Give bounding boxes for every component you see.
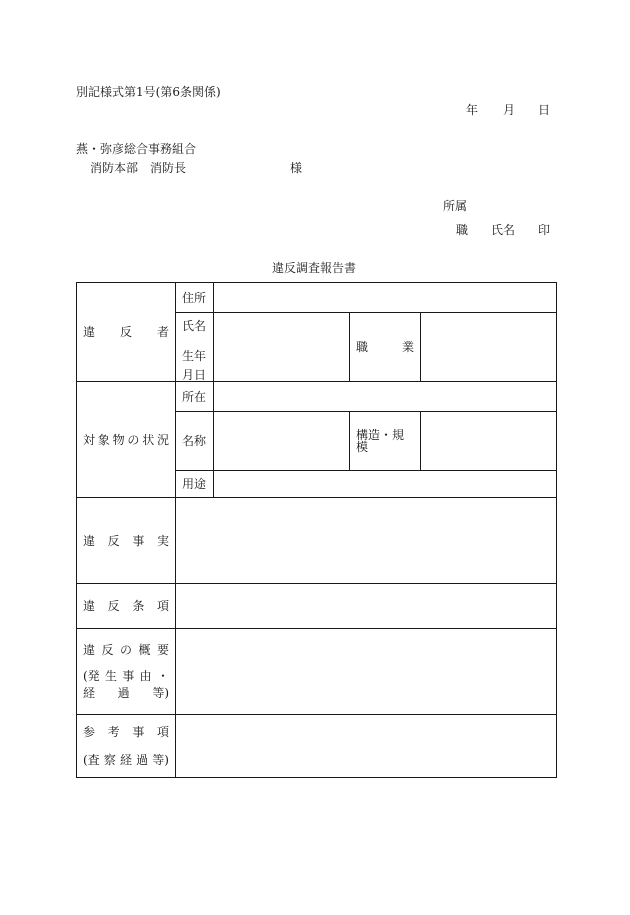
label-char: ・	[156, 669, 169, 683]
violation-summary-field[interactable]	[176, 629, 557, 715]
label-char: 経	[83, 686, 96, 700]
label-char: 対	[83, 432, 96, 447]
label-char: 項	[156, 725, 169, 739]
target-name-field[interactable]	[214, 412, 350, 471]
violation-summary-label-line2	[83, 670, 169, 682]
label-char: 者	[156, 325, 169, 339]
label-char: 違	[83, 533, 96, 548]
label-char: 業	[401, 340, 414, 354]
label-char: 物	[112, 432, 125, 447]
violation-summary-label-cell	[77, 629, 176, 715]
addressee-organization: 燕・弥彦総合事務組合	[76, 142, 197, 156]
label-char: の	[127, 432, 140, 447]
label-char: 違	[83, 325, 96, 339]
label-char: 違	[83, 643, 96, 657]
birth-date-label-line1: 生年	[182, 349, 207, 363]
label-char: 状	[142, 432, 155, 447]
report-form-table	[76, 282, 557, 778]
target-label	[83, 434, 169, 446]
label-char: 概	[138, 643, 151, 657]
label-char: 由	[139, 669, 152, 683]
violator-label-cell	[77, 283, 176, 382]
reference-label-line2	[83, 754, 169, 766]
address-field[interactable]	[214, 283, 557, 313]
label-char: 等)	[152, 686, 169, 700]
occupation-label-cell	[350, 313, 421, 382]
label-char: 参	[83, 725, 96, 739]
target-name-label: 名称	[176, 412, 214, 471]
label-char: 事	[132, 533, 145, 548]
label-char: (査	[83, 753, 100, 767]
addressee-title: 消防本部 消防長	[90, 161, 187, 175]
label-char: 条	[132, 599, 145, 613]
use-field[interactable]	[214, 471, 557, 498]
label-char: 反	[119, 325, 132, 339]
honorific: 様	[290, 161, 303, 175]
label-char: 職	[356, 340, 369, 354]
birth-date-label-line2: 月日	[182, 368, 207, 382]
table-row	[77, 382, 557, 412]
target-label-cell	[77, 382, 176, 498]
name-birth-label-cell	[176, 313, 214, 382]
signer-name-label: 氏名	[491, 223, 516, 237]
affiliation-label: 所属	[443, 199, 468, 213]
label-char: 要	[156, 643, 169, 657]
location-field[interactable]	[214, 382, 557, 412]
reference-label-cell	[77, 715, 176, 778]
label-char: 実	[156, 533, 169, 548]
table-row	[77, 715, 557, 778]
label-char: 反	[101, 643, 114, 657]
label-char: 過	[136, 753, 149, 767]
violation-articles-field[interactable]	[176, 584, 557, 629]
table-row	[77, 283, 557, 313]
label-char: 生	[105, 669, 118, 683]
table-row	[77, 498, 557, 584]
violation-summary-label-line3	[83, 687, 169, 699]
name-birth-field[interactable]	[214, 313, 350, 382]
signer-position-label: 職	[456, 223, 469, 237]
date-day-label: 日	[538, 103, 551, 117]
label-char: 事	[132, 725, 145, 739]
reference-label-line1	[83, 726, 169, 738]
occupation-field[interactable]	[421, 313, 557, 382]
label-char: 等)	[152, 753, 169, 767]
violation-facts-field[interactable]	[176, 498, 557, 584]
name-label: 氏名	[182, 319, 207, 333]
address-label: 住所	[176, 283, 214, 313]
violation-summary-label-line1	[83, 644, 169, 656]
reference-field[interactable]	[176, 715, 557, 778]
label-char: 考	[107, 725, 120, 739]
label-char: 事	[122, 669, 135, 683]
violation-articles-label	[83, 600, 169, 612]
location-label: 所在	[176, 382, 214, 412]
label-char: 過	[117, 686, 130, 700]
date-month-label: 月	[503, 103, 516, 117]
label-char: 経	[119, 753, 132, 767]
label-char: 項	[156, 599, 169, 613]
date-year-label: 年	[466, 103, 479, 117]
table-row	[77, 629, 557, 715]
occupation-label	[356, 341, 414, 353]
label-char: 況	[156, 432, 169, 447]
document-title: 違反調査報告書	[272, 261, 357, 275]
form-number: 別記様式第1号(第6条関係)	[76, 85, 221, 99]
use-label: 用途	[176, 471, 214, 498]
label-char: 違	[83, 599, 96, 613]
seal-label: 印	[538, 223, 551, 237]
table-row	[77, 584, 557, 629]
structure-label: 構造・規模	[350, 412, 421, 471]
label-char: 察	[103, 753, 116, 767]
label-char: 反	[107, 533, 120, 548]
violator-label	[83, 326, 169, 338]
label-char: の	[119, 643, 132, 657]
label-char: 象	[97, 432, 110, 447]
label-char: (発	[83, 669, 100, 683]
label-char: 反	[107, 599, 120, 613]
structure-field[interactable]	[421, 412, 557, 471]
violation-facts-label	[83, 535, 169, 547]
violation-facts-label-cell	[77, 498, 176, 584]
violation-articles-label-cell	[77, 584, 176, 629]
